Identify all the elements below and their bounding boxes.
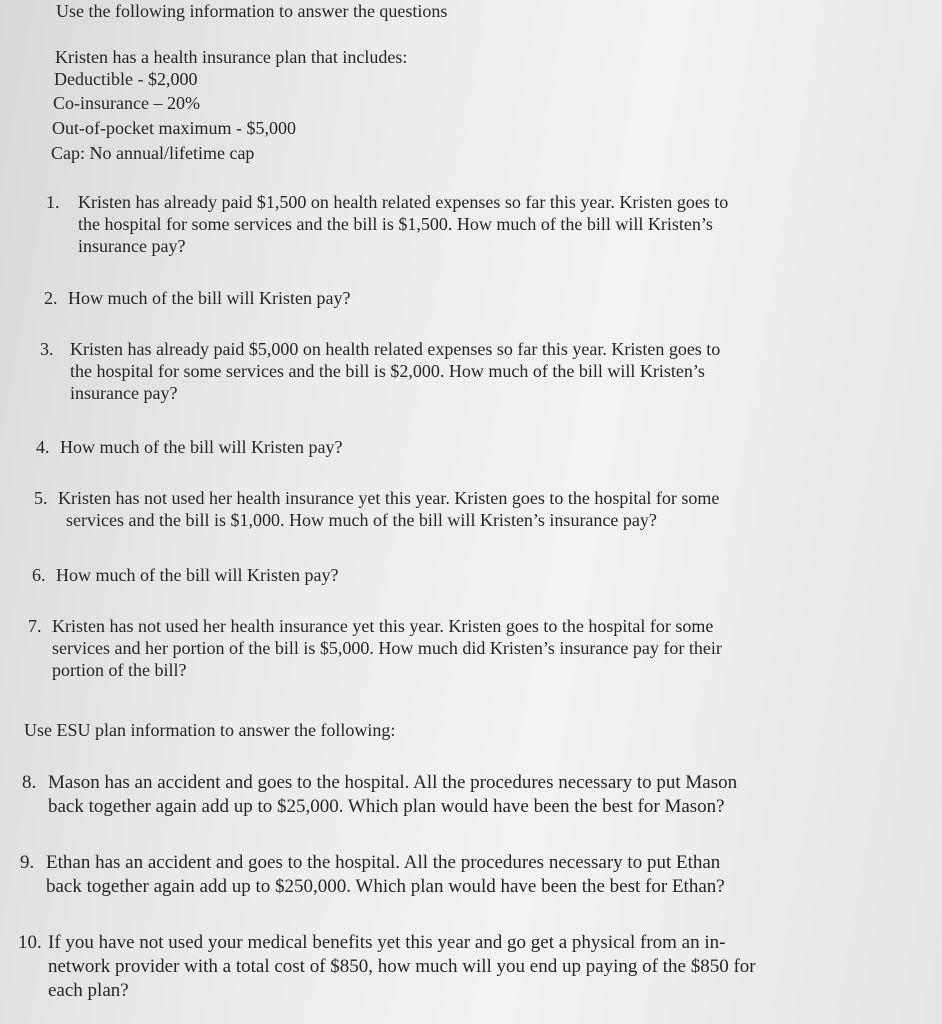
question-text-line: How much of the bill will Kristen pay?: [56, 565, 339, 585]
question-text-line: back together again add up to $25,000. Which plan would have been the best for Mason?: [48, 796, 725, 817]
plan-coinsurance: Co-insurance – 20%: [53, 93, 200, 113]
question-number: 9.: [20, 852, 35, 873]
question-number: 1.: [46, 192, 60, 212]
question-text-line: Kristen has already paid $5,000 on health related expenses so far this year. Kristen goes to: [70, 339, 721, 359]
question-text-line: If you have not used your medical benefits yet this year and go get a physical from an in-: [48, 932, 726, 953]
question-text-line: How much of the bill will Kristen pay?: [60, 437, 343, 457]
question-6: [32, 564, 532, 586]
question-text-line: network provider with a total cost of $850, how much will you end up paying of the $850 for: [48, 956, 756, 977]
question-1: [46, 191, 846, 261]
plan-oop-max: Out-of-pocket maximum - $5,000: [52, 118, 296, 138]
question-number: 5.: [34, 488, 48, 508]
question-number: 3.: [40, 339, 54, 359]
question-text-line: the hospital for some services and the bill is $2,000. How much of the bill will Kristen’s: [70, 361, 705, 381]
question-7: [28, 615, 868, 685]
question-number: 6.: [32, 565, 46, 585]
question-number: 8.: [22, 772, 37, 793]
question-text-line: the hospital for some services and the bill is $1,500. How much of the bill will Kristen’s: [78, 214, 713, 234]
question-number: 7.: [28, 616, 42, 636]
question-9: [20, 851, 840, 901]
question-text-line: Ethan has an accident and goes to the hospital. All the procedures necessary to put Ethan: [46, 852, 721, 873]
plan-intro: Kristen has a health insurance plan that includes:: [55, 47, 408, 67]
question-2: [44, 287, 544, 309]
plan-cap: Cap: No annual/lifetime cap: [51, 143, 255, 163]
question-number: 10.: [18, 932, 42, 953]
question-4: [36, 436, 536, 458]
question-text-line: insurance pay?: [78, 236, 186, 256]
question-text-line: services and the bill is $1,000. How much of the bill will Kristen’s insurance pay?: [66, 510, 657, 530]
question-text-line: How much of the bill will Kristen pay?: [68, 288, 351, 308]
question-text-line: Mason has an accident and goes to the hospital. All the procedures necessary to put Mason: [48, 772, 738, 793]
question-8: [22, 771, 842, 821]
section-heading: Use ESU plan information to answer the following:: [24, 720, 396, 740]
question-5: [34, 487, 854, 533]
question-number: 2.: [44, 288, 58, 308]
question-text-line: Kristen has not used her health insurance yet this year. Kristen goes to the hospital for some: [58, 488, 720, 508]
plan-deductible: Deductible - $2,000: [54, 69, 198, 89]
question-3: [40, 338, 840, 408]
question-text-line: insurance pay?: [70, 383, 178, 403]
question-text-line: each plan?: [48, 980, 129, 1001]
question-number: 4.: [36, 437, 50, 457]
question-text-line: Kristen has already paid $1,500 on health related expenses so far this year. Kristen goes to: [78, 192, 729, 212]
instructions-heading: Use the following information to answer the questions: [56, 1, 448, 21]
question-10: [18, 931, 858, 1007]
question-text-line: services and her portion of the bill is $5,000. How much did Kristen’s insurance pay for their: [52, 638, 722, 658]
question-text-line: Kristen has not used her health insurance yet this year. Kristen goes to the hospital for some: [52, 616, 714, 636]
question-text-line: portion of the bill?: [52, 660, 187, 680]
question-text-line: back together again add up to $250,000. Which plan would have been the best for Ethan?: [46, 876, 725, 897]
